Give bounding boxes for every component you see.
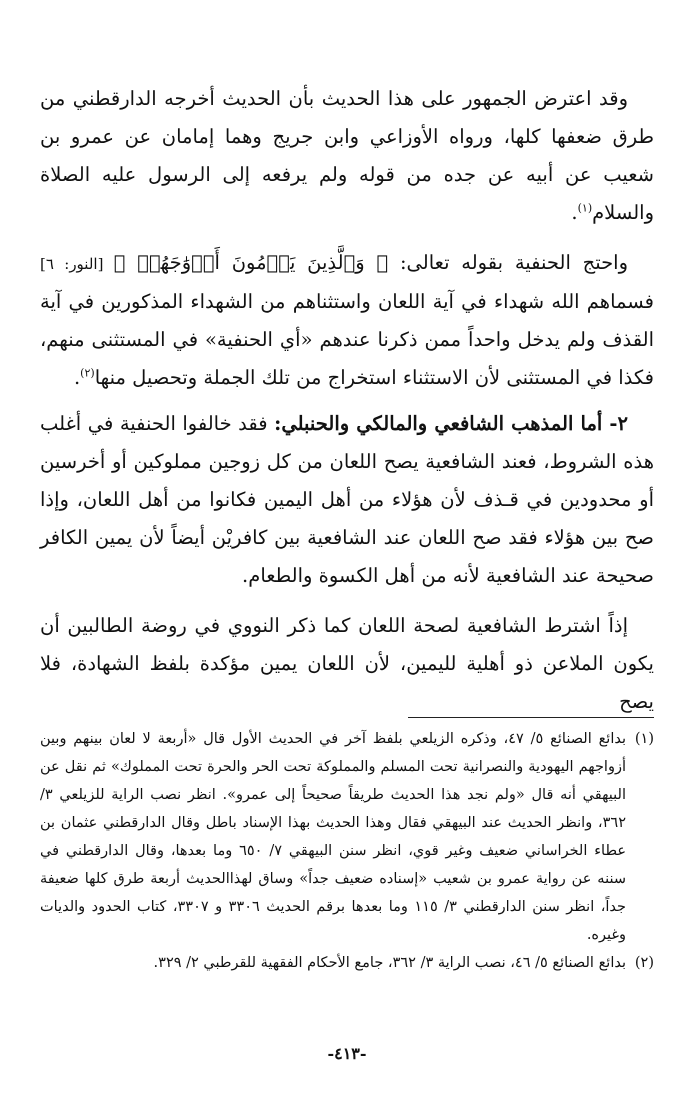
footnote-2 bbox=[40, 949, 654, 977]
footnote-separator bbox=[408, 717, 654, 718]
footnote-ref-1: (١) bbox=[577, 201, 593, 215]
quran-citation: [النور: ٦] bbox=[40, 255, 114, 273]
main-text bbox=[40, 80, 654, 721]
paragraph-2: واحتج الحنفية بقوله تعالى: ﴿ وَٱلَّذِينَ يَرۡمُونَ أَزۡوَٰجَهُمۡ ﴾ [النور: ٦] فسماهم الله شهداء في آية اللعان واستثناهم من الشهداء المذكورين في آية القذف ولم يدخل واحداً ممن ذكرنا عندهم «أي الحنفية» في المستثنى منهم، فكذا في المستثنى لأن الاستثناء استخراج من تلك الجملة وتحصيل منها$^{(٢)}$. bbox=[40, 251, 654, 389]
page-number: -٤١٣- bbox=[327, 1044, 367, 1063]
quran-verse: ﴿ وَٱلَّذِينَ يَرۡمُونَ أَزۡوَٰجَهُمۡ ﴾ bbox=[113, 251, 389, 274]
paragraph-1: وقد اعترض الجمهور على هذا الحديث بأن الحديث أخرجه الدارقطني من طرق ضعفها كلها، ورواه الأوزاعي وابن جريج وهما إمامان عن عمرو بن شعيب عن أبيه عن جده من قوله ولم يرفعه إلى الرسول عليه الصلاة والسلام$^{(١)}$. bbox=[40, 87, 654, 224]
footnote-1 bbox=[40, 725, 654, 949]
section-heading: ٢- أما المذهب الشافعي والمالكي والحنبلي: bbox=[274, 412, 628, 435]
footnote-text: بدائع الصنائع ٥/ ٤٧، وذكره الزيلعي بلفظ آخر في الحديث الأول قال «أربعة لا لعان بينهم وبين أزواجهم اليهودية والنصرانية تحت المسلم والمملوكة تحت الحر والحرة تحت المملوك» ثم نقل عن البيهقي أنه قال «ولم نجد هذا الحديث طريقاً صحيحاً إلى عمرو». انظر نصب الراية للزيلعي ٣/ ٣٦٢، وانظر الحديث عند البيهقي فقال وهذا الحديث بهذا الإسناد باطل وقال الدارقطني عثمان بن عطاء الخراساني ضعيف وغير قوي، انظر سنن البيهقي ٧/ ٦٥٠ وما بعدها، وقال الدارقطني في سننه عن رواية عمرو بن شعيب «إسناده ضعيف جداً» وساق لهذاالحديث أربعة طرق كلها ضعيفة جداً، انظر سنن الدارقطني ٣/ ١١٥ وما بعدها برقم الحديث ٣٣٠٦ و ٣٣٠٧، كتاب الحدود والديات وغيره. bbox=[40, 731, 627, 943]
footnotes bbox=[40, 725, 654, 977]
footnote-ref-2: (٢) bbox=[80, 366, 95, 380]
footnote-number: (١) bbox=[634, 731, 654, 747]
paragraph-4: إذاً اشترط الشافعية لصحة اللعان كما ذكر النووي في روضة الطالبين أن يكون الملاعن ذو أهلية لليمين، لأن اللعان يمين مؤكدة بلفظ الشهادة، فلا يصح bbox=[40, 614, 654, 713]
footnote-text: بدائع الصنائع ٥/ ٤٦، نصب الراية ٣/ ٣٦٢، جامع الأحكام الفقهية للقرطبي ٢/ ٣٢٩. bbox=[153, 955, 626, 971]
document-page bbox=[40, 0, 654, 1104]
footnote-number: (٢) bbox=[634, 955, 654, 971]
paragraph-3: ٢- أما المذهب الشافعي والمالكي والحنبلي: فقد خالفوا الحنفية في أغلب هذه الشروط، فعند الشافعية يصح اللعان من كل زوجين مملوكين أو أخرسين أو محدودين في قـذف لأن هؤلاء من أهل اليمين فكانوا من أهل اللعان، وإذا صح بين هؤلاء فقد صح اللعان عند الشافعية بين كافريْن أيضاً لأن يمين الكافر صحيحة عند الشافعية لأنه من أهل الكسوة والطعام. bbox=[40, 412, 654, 587]
